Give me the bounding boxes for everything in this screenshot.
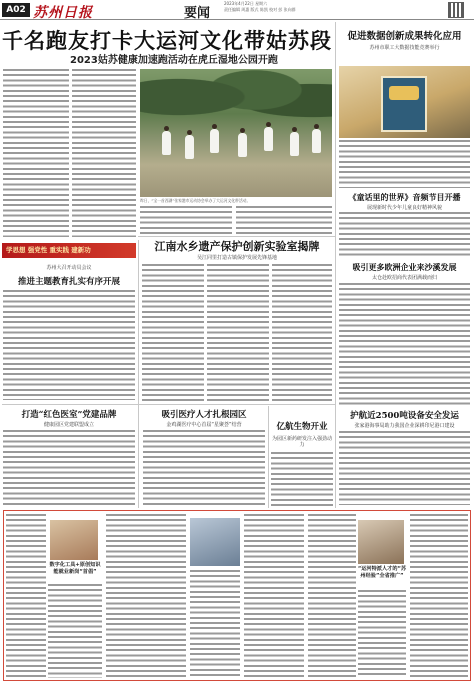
masthead-meta <box>224 1 296 13</box>
masthead-editors: 责任编辑 周惠 版式 陈凯 校对 彭 张向群 <box>224 7 296 12</box>
story3-body <box>339 283 470 405</box>
sec2-body <box>3 430 135 506</box>
campaign-banner: 学思想 强党性 重实践 建新功 <box>2 243 136 258</box>
ad-box2-title: “运河特派人才的“苏州经验”全省推广” <box>357 566 407 579</box>
ad-body-col5 <box>244 514 304 678</box>
lead-subheadline: 2023姑苏健康加速跑活动在虎丘湿地公园开跑 <box>70 55 278 66</box>
column-rule <box>138 240 139 508</box>
right-column <box>337 22 472 51</box>
story1-body <box>339 140 470 188</box>
lead-body-col3 <box>140 206 232 236</box>
story4-subheadline: 张家港海事局助力我国企业深耕印尼港口建设 <box>354 423 455 429</box>
lead-headline: 千名跑友打卡大运河文化带姑苏段 <box>2 28 332 53</box>
ad-body-col6 <box>308 514 356 678</box>
story4-body <box>339 431 470 505</box>
runner-figure <box>185 135 194 159</box>
book-cover <box>381 76 427 132</box>
ad-body-col3 <box>106 514 186 678</box>
story4-headline: 护航近2500吨设备安全发运 <box>350 411 459 421</box>
section-rule <box>138 236 335 237</box>
section-name: 要闻 <box>184 6 211 21</box>
story2-subheadline: 展现新时代少年儿童良好精神风貌 <box>366 205 442 211</box>
lead-body-col2 <box>72 69 136 237</box>
runner-figure <box>210 129 219 153</box>
story3-subheadline: 太仓赴欧招商代表团满载而归 <box>371 275 437 281</box>
sec1-headline: 推进主题教育扎实有序开展 <box>17 277 120 287</box>
ad-body-col2 <box>48 584 102 678</box>
heritage-body-col1 <box>142 264 204 402</box>
masthead <box>0 0 474 20</box>
sec3-subheadline: 金鸡湖医疗中心首届“星聚荟”结营 <box>166 422 242 428</box>
runner-figure <box>238 133 247 157</box>
sec1-kicker: 苏州大召开动员会议 <box>46 265 92 271</box>
ad-photo <box>50 520 98 560</box>
column-rule <box>268 406 269 508</box>
page-number: A02 <box>2 3 30 17</box>
ad-body-col1 <box>6 514 46 678</box>
runner-figure <box>290 132 299 156</box>
sec3-body <box>143 430 265 506</box>
story1-subheadline: 苏州市职工大数据技能竞赛举行 <box>369 45 440 51</box>
sec4-headline: 亿航生物开业 <box>276 422 328 432</box>
story1-headline: 促进数据创新成果转化应用 <box>347 31 462 42</box>
ad-photo <box>358 520 404 564</box>
ad-photo <box>190 518 240 566</box>
lead-body-col4 <box>236 206 332 236</box>
ad-body-col8 <box>410 514 468 678</box>
story2-body <box>339 212 470 258</box>
sec2-subheadline: 健康园区党建联盟成立 <box>43 422 94 428</box>
runner-figure <box>312 129 321 153</box>
lead-photo <box>140 69 332 197</box>
ad-body-col4 <box>190 570 240 678</box>
runner-figure <box>162 131 171 155</box>
ad-body-col7 <box>358 590 406 678</box>
heritage-body-col3 <box>272 264 332 402</box>
story2-headline: 《童话里的世界》音频节目开播 <box>348 192 461 202</box>
runner-figure <box>264 127 273 151</box>
lead-body-col1 <box>3 69 69 237</box>
masthead-date: 2023年4月22日 星期六 <box>224 1 268 6</box>
sec4-subheadline: 为园区新药研发注入强劲动力 <box>271 436 332 448</box>
sec2-headline: 打造“红色医室”党建品牌 <box>21 410 117 420</box>
column-rule <box>335 22 336 508</box>
ad-box1-title: 数字化工具+原创知识能就业新岗“首倡” <box>49 562 101 575</box>
sec1-body <box>3 290 135 400</box>
book-photo <box>339 66 470 138</box>
sec4-body <box>271 452 333 506</box>
qr-code-icon <box>448 2 464 18</box>
photo-caption: 昨日，“宝一首西湖”张家港市运动协会举办了大运河文化带活动。 <box>140 198 251 203</box>
section-rule <box>2 404 335 405</box>
story3-headline: 吸引更多欧洲企业来沙溪发展 <box>352 262 457 272</box>
heritage-body-col2 <box>207 264 269 402</box>
heritage-lab-headline: 江南水乡遗产保护创新实验室揭牌 <box>154 240 320 253</box>
newspaper-logo: 苏州日报 <box>33 5 93 21</box>
heritage-lab-subheadline: 吴江同里打造古镇保护发展先锋基地 <box>196 255 277 261</box>
sec3-headline: 吸引医疗人才扎根园区 <box>161 410 247 420</box>
